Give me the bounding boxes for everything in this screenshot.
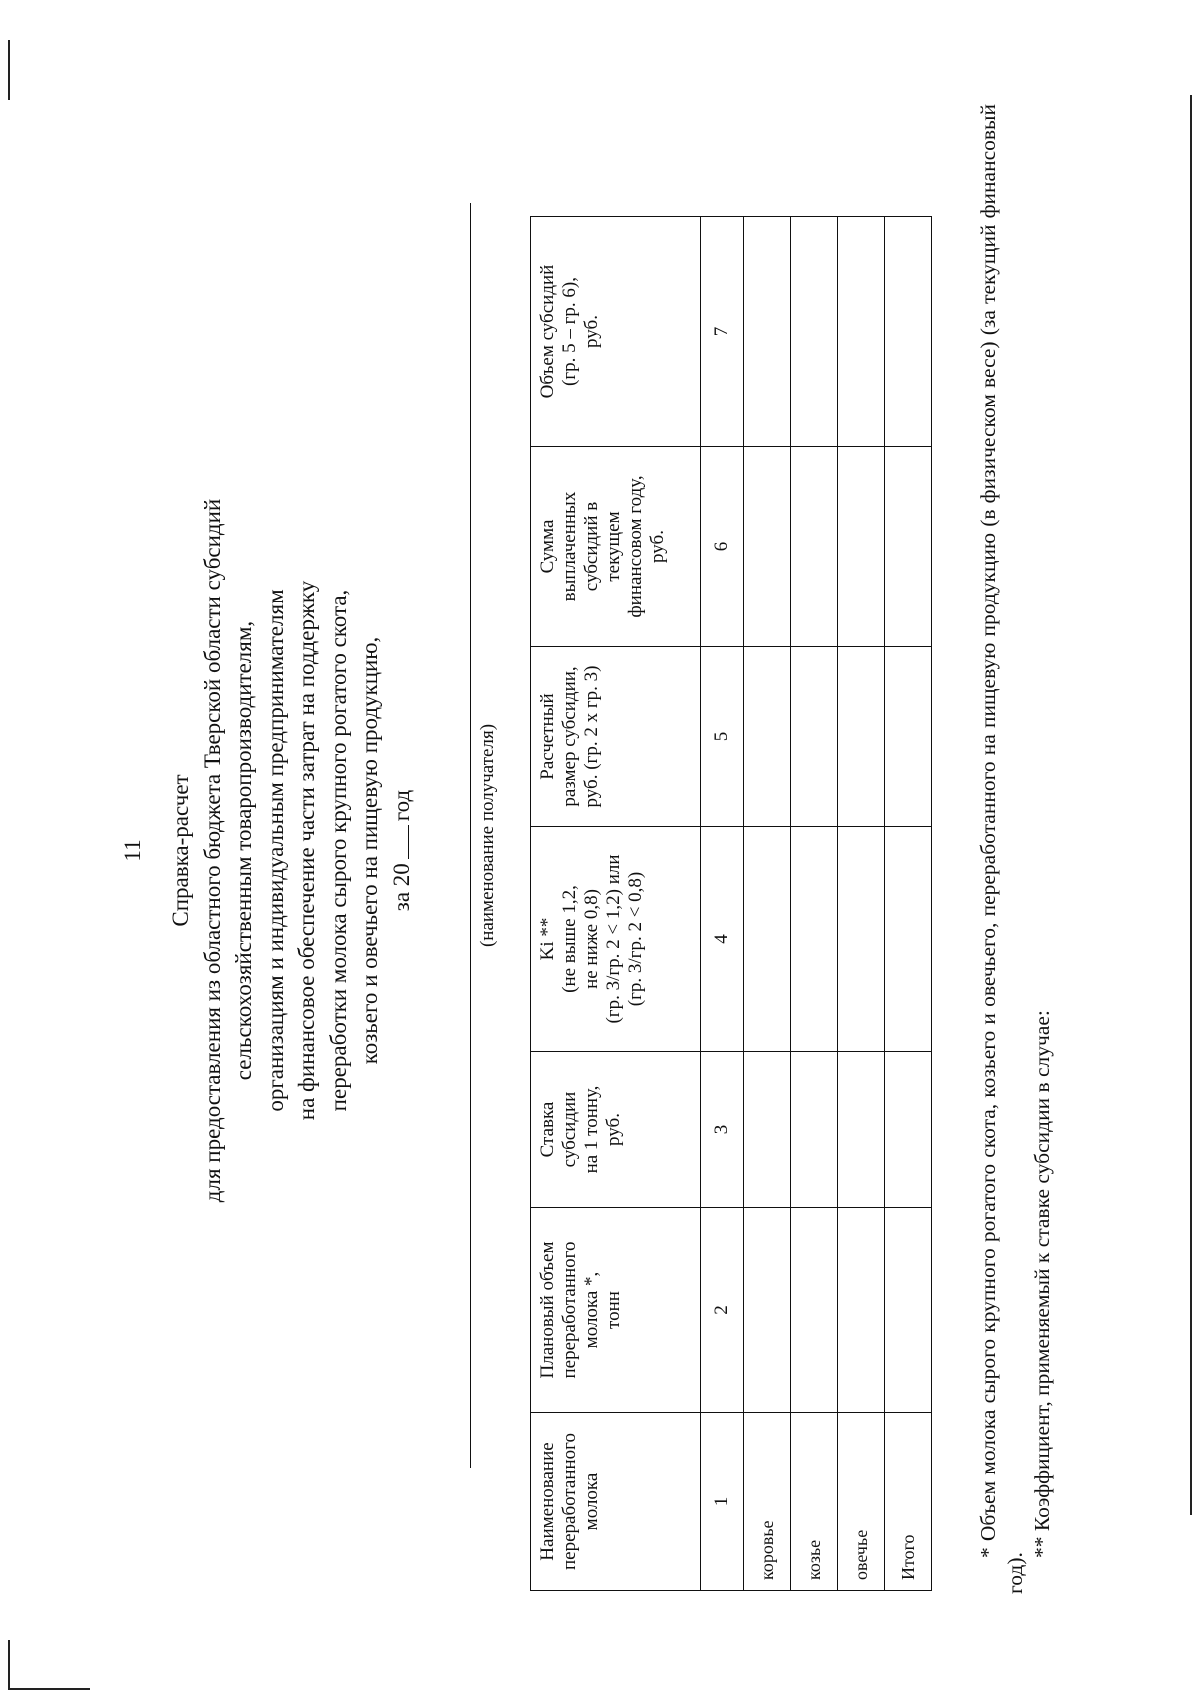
table-cell bbox=[838, 827, 885, 1052]
table-cell bbox=[744, 647, 791, 827]
row-label-cow: коровье bbox=[744, 1413, 791, 1591]
table-cell bbox=[791, 217, 838, 447]
page-number: 11 bbox=[120, 839, 145, 862]
table-cell bbox=[744, 447, 791, 647]
header-col-5: Расчетный размер субсидии, руб. (гр. 2 х гр. 3) bbox=[531, 647, 701, 827]
subsidy-calculation-table bbox=[530, 216, 932, 1591]
header-col-2: Плановый объем переработанного молока *, тонн bbox=[531, 1208, 701, 1413]
title-line: для предоставления из областного бюджета Тверской области субсидий bbox=[199, 498, 225, 1203]
column-number: 2 bbox=[701, 1208, 744, 1413]
table-row-total bbox=[885, 217, 932, 1591]
table-cell bbox=[791, 447, 838, 647]
year-suffix: год bbox=[388, 789, 414, 822]
title-line: козьего и овечьего на пищевую продукцию, bbox=[357, 636, 382, 1065]
table-cell bbox=[838, 217, 885, 447]
table-cell bbox=[791, 827, 838, 1052]
row-label-sheep: овечье bbox=[838, 1413, 885, 1591]
table-cell bbox=[791, 1208, 838, 1413]
table-cell bbox=[885, 447, 932, 647]
table-cell bbox=[885, 647, 932, 827]
header-col-3: Ставка субсидии на 1 тонну, руб. bbox=[531, 1052, 701, 1208]
table-cell bbox=[744, 217, 791, 447]
table-cell bbox=[885, 827, 932, 1052]
column-number: 7 bbox=[701, 217, 744, 447]
footnote-1: * Объем молока сырого крупного рогатого скота, козьего и овечьего, переработанного на пищевую продукцию (в физическом весе) (за текущий финансовый год). bbox=[976, 104, 1027, 1594]
table-cell bbox=[744, 1052, 791, 1208]
header-col-6: Сумма выплаченных субсидий в текущем финансовом году, руб. bbox=[531, 447, 701, 647]
title-line: Справка-расчет bbox=[168, 774, 193, 927]
column-number: 4 bbox=[701, 827, 744, 1052]
year-prefix: за 20 bbox=[388, 863, 414, 912]
year-line bbox=[386, 200, 418, 1501]
title-line: сельскохозяйственным товаропроизводителям, bbox=[231, 620, 256, 1081]
header-col-4: Ki ** (не выше 1,2, не ниже 0,8) (гр. 3/гр. 2 < 1,2) или (гр. 3/гр. 2 < 0,8) bbox=[531, 827, 701, 1052]
table-row bbox=[791, 217, 838, 1591]
table-row bbox=[838, 217, 885, 1591]
column-number: 1 bbox=[701, 1413, 744, 1591]
table-cell bbox=[838, 1052, 885, 1208]
row-label-goat: козье bbox=[791, 1413, 838, 1591]
footnote-2: ** Коэффициент, применяемый к ставке субсидии в случае: bbox=[1030, 1010, 1054, 1558]
recipient-caption: (наименование получателя) bbox=[477, 723, 498, 948]
title-line: переработки молока сырого крупного рогатого скота, bbox=[325, 589, 351, 1112]
recipient-name-line bbox=[470, 203, 471, 1468]
table-cell bbox=[885, 217, 932, 447]
column-number-row bbox=[701, 217, 744, 1591]
table-cell bbox=[885, 1052, 932, 1208]
column-number: 3 bbox=[701, 1052, 744, 1208]
footnotes bbox=[975, 104, 1056, 1594]
table-cell bbox=[791, 1052, 838, 1208]
title-line: организациям и индивидуальным предпринимателям bbox=[262, 589, 288, 1112]
table-cell bbox=[838, 447, 885, 647]
header-row bbox=[531, 217, 701, 1591]
row-label-total: Итого bbox=[885, 1413, 932, 1591]
table-cell bbox=[744, 827, 791, 1052]
title-line: на финансовое обеспечение части затрат на поддержку bbox=[294, 580, 319, 1121]
table-row bbox=[744, 217, 791, 1591]
table-cell bbox=[838, 647, 885, 827]
table-cell bbox=[791, 647, 838, 827]
header-col-1: Наименование переработанного молока bbox=[531, 1413, 701, 1591]
header-col-7: Объем субсидий (гр. 5 – гр. 6), руб. bbox=[531, 217, 701, 447]
document-title bbox=[165, 200, 417, 1501]
table-cell bbox=[744, 1208, 791, 1413]
column-number: 6 bbox=[701, 447, 744, 647]
column-number: 5 bbox=[701, 647, 744, 827]
table-cell bbox=[838, 1208, 885, 1413]
year-blank-field bbox=[407, 825, 409, 859]
table-cell bbox=[885, 1208, 932, 1413]
